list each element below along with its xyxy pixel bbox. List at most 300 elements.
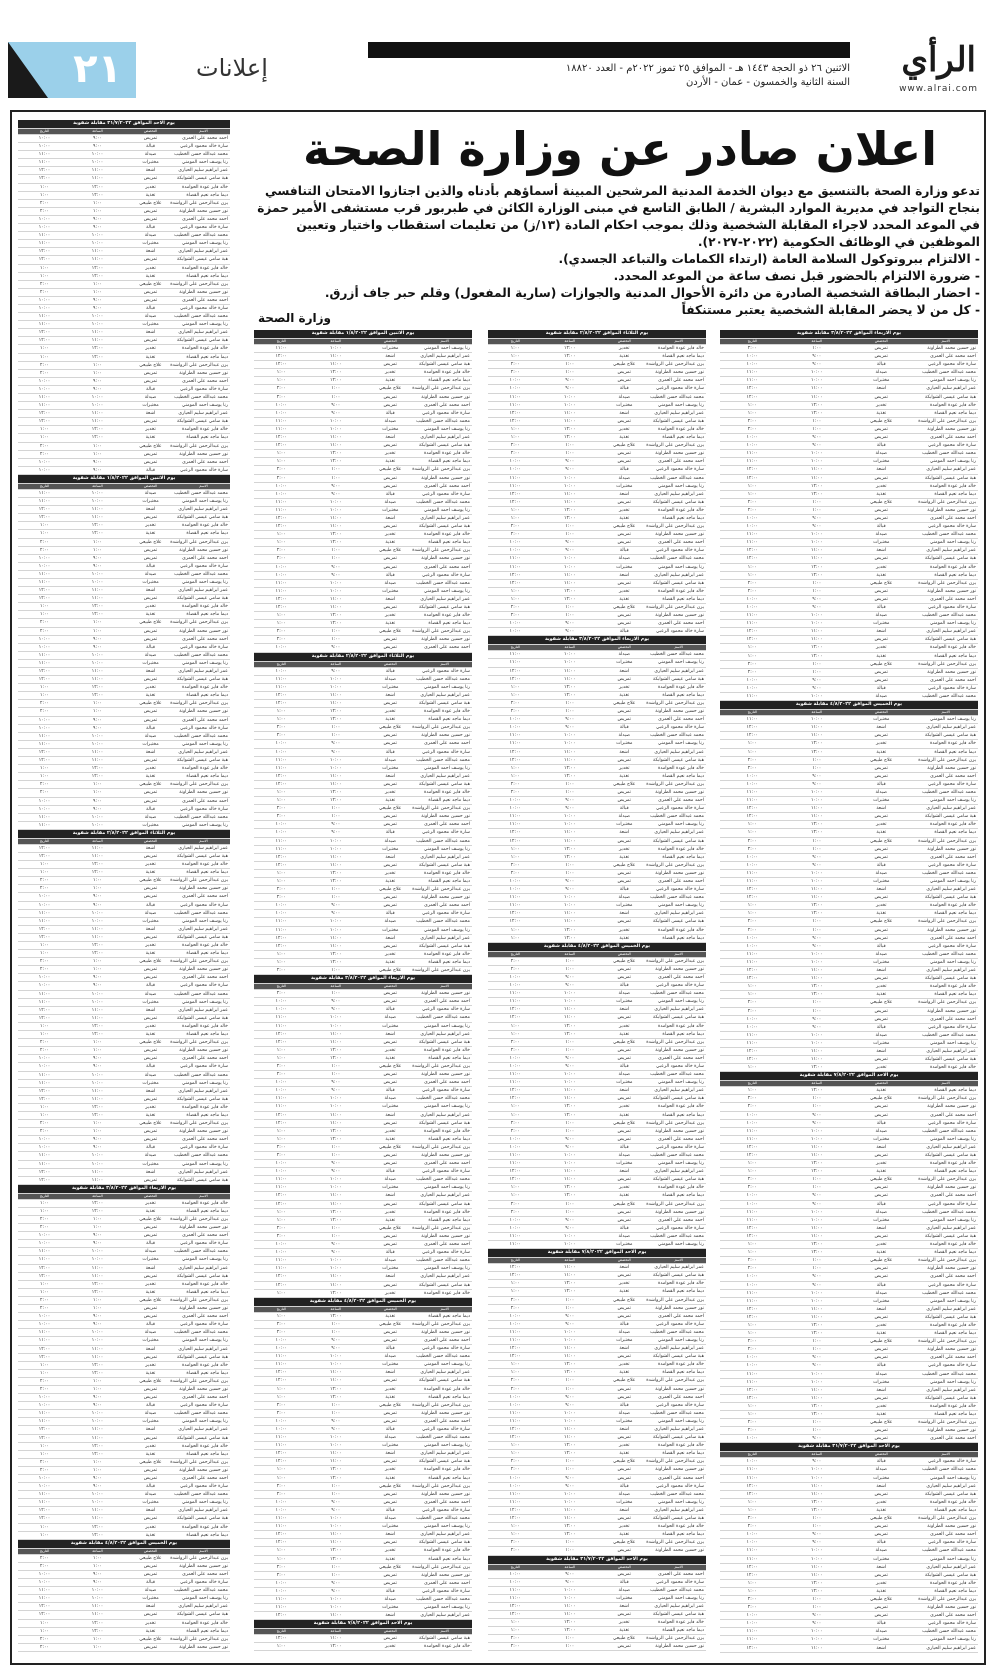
table-cell: ١١:٠٠: [71, 256, 124, 264]
table-row: [720, 458, 978, 466]
table-cell: صيدلة: [124, 909, 177, 917]
table-cell: ١١:٠٠: [254, 845, 309, 853]
table-cell: نور حسين محمد الطراونة: [914, 587, 979, 595]
table-cell: محمد عبدالله حسن الخطيب: [650, 1233, 704, 1239]
table-cell: قبالة: [597, 886, 652, 894]
table-row: [18, 1353, 230, 1361]
table-cell: ١٢:٠٠: [254, 523, 309, 531]
table-cell: ١:٠٠: [309, 886, 364, 894]
table-cell: ١٢:٠٠: [785, 1321, 850, 1329]
table-cell: ١:٠٠: [18, 1523, 71, 1531]
table-cell: تمريض: [597, 1547, 652, 1555]
table-cell: صيدلة: [597, 813, 652, 821]
table-row: [18, 893, 230, 901]
table-cell: ١٠:٠٠: [71, 1499, 124, 1507]
table-cell: اشعة: [597, 667, 652, 675]
table-cell: ١٠:٠٠: [785, 1289, 850, 1297]
table-row: [18, 611, 230, 619]
table-cell: ٩:٠٠: [543, 805, 598, 813]
table-cell: تغذية: [597, 772, 652, 780]
table-cell: تخدير: [124, 522, 177, 530]
table-cell: تمريض: [849, 1427, 914, 1435]
table-cell: ٢:٠٠: [18, 207, 71, 215]
table-cell: ١١:٠٠: [254, 675, 309, 683]
table-cell: ١١:٠٠: [785, 1224, 850, 1232]
table-cell: علاج طبيعي: [849, 918, 914, 926]
ad-paragraph: - الالتزام ببروتوكول السلامة العامة (ارتداء الكمامات والتباعد الجسدي).: [558, 252, 980, 266]
table-cell: تمريض: [363, 1579, 418, 1587]
column-header: الاسم: [652, 1564, 707, 1570]
table-cell: رنا يوسف احمد المومني: [177, 1499, 230, 1507]
table-cell: صيدلة: [363, 675, 418, 683]
table-cell: ٩:٠٠: [71, 1321, 124, 1329]
table-cell: ٩:٠٠: [543, 1062, 598, 1070]
table-cell: ١٢:٠٠: [488, 1602, 543, 1610]
table-cell: اشعة: [849, 805, 914, 813]
table-cell: ١٠:٠٠: [785, 869, 850, 877]
table-cell: ٩:٠٠: [309, 409, 364, 417]
candidate-table: [18, 120, 230, 1652]
table-row: [18, 958, 230, 966]
table-cell: احمد محمد علي العمري: [177, 797, 230, 805]
table-row: [488, 1442, 706, 1450]
column-header: الاسم: [418, 661, 473, 667]
table-cell: نور حسين محمد الطراونة: [177, 1562, 230, 1570]
table-cell: اشعة: [597, 1345, 652, 1353]
session-header-row: [18, 1184, 230, 1193]
table-cell: ١١:٠٠: [71, 844, 124, 852]
table-cell: عمر ابراهيم سليم الحياري: [652, 1426, 707, 1434]
table-cell: ٩:٠٠: [71, 1579, 124, 1587]
table-cell: احمد محمد علي العمري: [652, 1216, 707, 1224]
table-cell: ١٢:٠٠: [71, 603, 124, 611]
table-cell: ١:٠٠: [309, 1563, 364, 1571]
table-cell: ١:٠٠: [785, 926, 850, 934]
table-cell: ٢:٠٠: [254, 1401, 309, 1409]
table-cell: ١:٠٠: [720, 983, 785, 991]
table-cell: مختبرات: [849, 458, 914, 466]
table-cell: هبة سامي عيسى الشوابكة: [419, 524, 470, 530]
table-cell: ١١:٠٠: [720, 950, 785, 958]
column-header: التخصص: [849, 339, 914, 345]
table-cell: تمريض: [124, 1611, 177, 1619]
table-cell: نور حسين محمد الطراونة: [177, 1466, 230, 1474]
table-cell: تمريض: [363, 1539, 418, 1547]
table-cell: يزن عبدالرحمن علي الرواشدة: [646, 1540, 704, 1546]
table-cell: احمد محمد علي العمري: [177, 893, 230, 901]
table-row: [720, 361, 978, 369]
table-cell: ٢:٠٠: [720, 1515, 785, 1523]
table-cell: ١:٠٠: [720, 409, 785, 417]
table-cell: ١:٠٠: [488, 691, 543, 699]
table-cell: محمد عبدالله حسن الخطيب: [416, 1015, 470, 1021]
table-cell: ١٠:٠٠: [488, 724, 543, 732]
table-cell: ١:٠٠: [18, 1288, 71, 1296]
table-cell: تمريض: [363, 1377, 418, 1385]
table-cell: ديما ماجد نعيم القضاة: [652, 1450, 707, 1458]
table-cell: تمريض: [363, 1038, 418, 1046]
table-row: [720, 1208, 978, 1216]
newspaper-logo[interactable]: [862, 40, 982, 96]
table-cell: ١١:٠٠: [309, 1369, 364, 1377]
table-cell: يزن عبدالرحمن علي الرواشدة: [412, 1483, 470, 1489]
table-cell: ٩:٠٠: [785, 676, 850, 684]
table-cell: ١٢:٠٠: [18, 748, 71, 756]
table-cell: ١٢:٠٠: [720, 393, 785, 401]
table-cell: قبالة: [363, 1345, 418, 1353]
table-row: [18, 998, 230, 1006]
table-cell: مختبرات: [124, 998, 177, 1006]
table-cell: ١٠:٠٠: [488, 1401, 543, 1409]
table-cell: يزن عبدالرحمن علي الرواشدة: [646, 958, 704, 964]
table-cell: ٩:٠٠: [71, 1313, 124, 1321]
table-cell: علاج طبيعي: [849, 1338, 914, 1346]
table-cell: صيدلة: [124, 813, 177, 821]
table-row: [18, 643, 230, 651]
table-cell: ١٠:٠٠: [785, 531, 850, 539]
table-row: [720, 587, 978, 595]
table-row: [488, 1264, 706, 1272]
table-cell: ١:٠٠: [71, 369, 124, 377]
table-row: [720, 1111, 978, 1119]
table-cell: تخدير: [597, 1361, 652, 1369]
table-cell: مختبرات: [363, 1604, 418, 1612]
table-row: [720, 579, 978, 587]
table-row: [18, 1627, 230, 1635]
table-cell: تخدير: [124, 1523, 177, 1531]
table-cell: نور حسين محمد الطراونة: [177, 369, 230, 377]
session-header: يوم الخميس الموافق ٤/٨/٢٠٢٢ مقابلة شفوية: [720, 701, 978, 710]
table-cell: ١١:٠٠: [18, 570, 71, 578]
table-cell: ٩:٠٠: [71, 554, 124, 562]
table-cell: صيدلة: [597, 1071, 652, 1079]
table-row: [18, 1160, 230, 1168]
table-row: [488, 1087, 706, 1095]
table-row: [488, 1014, 706, 1022]
table-cell: ١١:٠٠: [71, 1087, 124, 1095]
table-row: [254, 1079, 472, 1087]
table-cell: نور حسين محمد الطراونة: [914, 1184, 979, 1192]
column-header: التاريخ: [488, 1258, 543, 1264]
table-cell: صيدلة: [849, 1208, 914, 1216]
table-cell: اشعة: [363, 1030, 418, 1038]
table-row: [254, 547, 472, 555]
table-cell: ١١:٠٠: [785, 1490, 850, 1498]
table-cell: ٢:٠٠: [254, 732, 309, 740]
table-row: [18, 1554, 230, 1562]
table-cell: قبالة: [124, 304, 177, 312]
table-cell: ١٢:٠٠: [254, 442, 309, 450]
table-row: [488, 353, 706, 361]
table-cell: ١:٠٠: [488, 1523, 543, 1531]
table-row: [254, 1168, 472, 1176]
table-row: [18, 757, 230, 765]
table-cell: ٩:٠٠: [309, 821, 364, 829]
table-row: [488, 1361, 706, 1369]
table-cell: ١٠:٠٠: [785, 1208, 850, 1216]
table-cell: احمد محمد علي العمري: [177, 135, 230, 143]
table-cell: ١:٠٠: [71, 1377, 124, 1385]
table-cell: تغذية: [363, 1135, 418, 1143]
table-row: [254, 683, 472, 691]
table-cell: هبة سامي عيسى الشوابكة: [419, 605, 470, 610]
table-cell: نور حسين محمد الطراونة: [652, 1547, 707, 1555]
table-row: [720, 1563, 978, 1571]
table-row: [18, 901, 230, 909]
table-cell: ١٠:٠٠: [720, 1435, 785, 1443]
table-cell: صيدلة: [849, 369, 914, 377]
table-cell: ١٠:٠٠: [309, 675, 364, 683]
table-cell: عمر ابراهيم سليم الحياري: [178, 1604, 228, 1610]
table-cell: تمريض: [849, 926, 914, 934]
table-row: [720, 466, 978, 474]
table-cell: قبالة: [849, 1539, 914, 1547]
table-cell: ١:٠٠: [785, 345, 850, 353]
table-cell: ١٠:٠٠: [785, 539, 850, 547]
table-cell: ٩:٠٠: [309, 401, 364, 409]
table-cell: اشعة: [124, 1345, 177, 1353]
table-cell: ٩:٠٠: [543, 886, 598, 894]
table-cell: ١١:٠٠: [254, 756, 309, 764]
table-cell: ١:٠٠: [71, 708, 124, 716]
table-cell: ٩:٠٠: [785, 361, 850, 369]
table-cell: ١:٠٠: [720, 1087, 785, 1095]
table-row: [254, 1442, 472, 1450]
table-cell: تمريض: [597, 1312, 652, 1320]
table-cell: ١٠:٠٠: [543, 1409, 598, 1417]
table-row: [18, 280, 230, 288]
table-cell: مختبرات: [363, 345, 418, 353]
table-cell: تخدير: [363, 1547, 418, 1555]
table-cell: ٩:٠٠: [71, 1570, 124, 1578]
table-cell: ١٢:٠٠: [254, 1369, 309, 1377]
table-cell: علاج طبيعي: [124, 1120, 177, 1128]
table-cell: ٢:٠٠: [720, 1523, 785, 1531]
table-cell: ٢:٠٠: [488, 1466, 543, 1474]
table-cell: علاج طبيعي: [124, 538, 177, 546]
table-row: [18, 765, 230, 773]
table-cell: محمد عبدالله حسن الخطيب: [416, 838, 470, 844]
table-cell: ١٢:٠٠: [71, 942, 124, 950]
table-cell: تمريض: [124, 627, 177, 635]
table-cell: تخدير: [849, 902, 914, 910]
table-row: [254, 1030, 472, 1038]
table-cell: تخدير: [597, 1022, 652, 1030]
table-cell: مختبرات: [597, 1498, 652, 1506]
table-cell: ١:٠٠: [18, 1111, 71, 1119]
table-cell: قبالة: [849, 1281, 914, 1289]
table-cell: ١٠:٠٠: [71, 1071, 124, 1079]
table-cell: ١٢:٠٠: [543, 1184, 598, 1192]
table-cell: مختبرات: [849, 958, 914, 966]
table-cell: خالد فايز عودة الحوامدة: [652, 1280, 707, 1288]
table-cell: اشعة: [849, 1386, 914, 1394]
session-header: يوم الاحد الموافق ٣١/٧/٢٠٢٢ مقابلة شفوية: [18, 120, 230, 129]
table-cell: ١٢:٠٠: [720, 474, 785, 482]
table-cell: ٩:٠٠: [543, 1401, 598, 1409]
table-cell: تغذية: [363, 958, 418, 966]
table-row: [488, 450, 706, 458]
table-cell: ١٢:٠٠: [254, 861, 309, 869]
table-cell: ١١:٠٠: [785, 1232, 850, 1240]
table-cell: ١٢:٠٠: [309, 869, 364, 877]
table-cell: مختبرات: [124, 240, 177, 248]
table-cell: ١:٠٠: [785, 756, 850, 764]
table-cell: احمد محمد علي العمري: [914, 1435, 979, 1443]
table-cell: يزن عبدالرحمن علي الرواشدة: [170, 701, 228, 707]
table-cell: ١١:٠٠: [18, 313, 71, 321]
table-cell: ديما ماجد نعيم القضاة: [914, 1249, 979, 1257]
table-cell: ١:٠٠: [18, 522, 71, 530]
table-cell: تمريض: [363, 998, 418, 1006]
table-cell: ١:٠٠: [71, 877, 124, 885]
table-row: [488, 1531, 706, 1539]
table-cell: ١٠:٠٠: [71, 1256, 124, 1264]
table-cell: سارة خالد محمود الزعبي: [418, 1587, 473, 1595]
table-row: [720, 805, 978, 813]
column-header: الساعة: [309, 984, 364, 990]
table-cell: عمر ابراهيم سليم الحياري: [418, 434, 473, 442]
table-cell: ١:٠٠: [254, 620, 309, 628]
table-cell: ١:٠٠: [543, 1539, 598, 1547]
table-cell: ١:٠٠: [71, 1047, 124, 1055]
table-row: [720, 1427, 978, 1435]
table-cell: هبة سامي عيسى الشوابكة: [419, 1039, 470, 1045]
table-cell: عمر ابراهيم سليم الحياري: [418, 1273, 473, 1281]
table-cell: ١٢:٠٠: [254, 1458, 309, 1466]
table-cell: ١٠:٠٠: [785, 1378, 850, 1386]
table-cell: هبة سامي عيسى الشوابكة: [914, 1152, 979, 1160]
table-cell: تمريض: [124, 1136, 177, 1144]
table-cell: احمد محمد علي العمري: [418, 1241, 473, 1249]
table-row: [488, 1619, 706, 1627]
table-cell: ١٠:٠٠: [71, 321, 124, 329]
table-cell: تمريض: [124, 1014, 177, 1022]
table-cell: ١٢:٠٠: [488, 1168, 543, 1176]
table-cell: ١٢:٠٠: [18, 1095, 71, 1103]
table-cell: ١:٠٠: [18, 611, 71, 619]
table-cell: تمريض: [849, 1604, 914, 1612]
table-row: [18, 1619, 230, 1627]
table-cell: مختبرات: [597, 1079, 652, 1087]
table-row: [18, 700, 230, 708]
table-cell: تمريض: [849, 668, 914, 676]
table-row: [720, 999, 978, 1007]
table-cell: ١٢:٠٠: [71, 1031, 124, 1039]
column-header: الاسم: [418, 1629, 473, 1635]
table-cell: ٩:٠٠: [543, 1054, 598, 1062]
table-cell: ١٠:٠٠: [71, 1160, 124, 1168]
table-cell: ديما ماجد نعيم القضاة: [652, 1030, 707, 1038]
table-cell: رنا يوسف احمد المومني: [914, 620, 979, 628]
table-cell: تمريض: [597, 612, 652, 620]
table-cell: ٩:٠٠: [543, 982, 598, 990]
table-row: [488, 1232, 706, 1240]
table-cell: ٢:٠٠: [720, 837, 785, 845]
table-cell: اشعة: [124, 1006, 177, 1014]
table-cell: ١١:٠٠: [720, 1039, 785, 1047]
table-cell: ٩:٠٠: [785, 1023, 850, 1031]
column-header: التاريخ: [18, 1193, 71, 1199]
table-cell: ١١:٠٠: [254, 1353, 309, 1361]
table-cell: ١٢:٠٠: [785, 1064, 850, 1072]
table-cell: احمد محمد علي العمري: [177, 1394, 230, 1402]
table-row: [18, 489, 230, 497]
column-header: التاريخ: [18, 483, 71, 489]
table-cell: ٢:٠٠: [254, 990, 309, 998]
table-cell: احمد محمد علي العمري: [652, 716, 707, 724]
table-row: [488, 1152, 706, 1160]
table-row: [18, 885, 230, 893]
table-row: [18, 1345, 230, 1353]
table-cell: ١٢:٠٠: [785, 829, 850, 837]
table-cell: ١٢:٠٠: [71, 684, 124, 692]
table-row: [18, 1199, 230, 1207]
table-cell: ١:٠٠: [254, 1474, 309, 1482]
table-cell: مختبرات: [363, 506, 418, 514]
table-cell: اشعة: [124, 1168, 177, 1176]
table-row: [254, 1635, 472, 1643]
column-header: الساعة: [543, 1258, 598, 1264]
table-cell: يزن عبدالرحمن علي الرواشدة: [914, 1338, 979, 1346]
table-row: [720, 861, 978, 869]
table-row: [254, 555, 472, 563]
table-cell: سارة خالد محمود الزعبي: [177, 643, 230, 651]
table-cell: ١٢:٠٠: [71, 272, 124, 280]
table-cell: ١٠:٠٠: [543, 1490, 598, 1498]
table-cell: ١٠:٠٠: [18, 1579, 71, 1587]
table-cell: ١٢:٠٠: [254, 1377, 309, 1385]
table-cell: تغذية: [363, 1312, 418, 1320]
table-cell: ١:٠٠: [488, 772, 543, 780]
table-cell: تمريض: [363, 894, 418, 902]
table-cell: ١١:٠٠: [488, 1586, 543, 1594]
table-cell: عمر ابراهيم سليم الحياري: [418, 1369, 473, 1377]
table-row: [254, 1006, 472, 1014]
table-row: [18, 418, 230, 426]
table-row: [720, 1152, 978, 1160]
table-cell: ١١:٠٠: [71, 587, 124, 595]
table-cell: صيدلة: [124, 651, 177, 659]
table-cell: ١:٠٠: [71, 1458, 124, 1466]
table-cell: عمر ابراهيم سليم الحياري: [652, 1087, 707, 1095]
table-cell: تغذية: [597, 1450, 652, 1458]
table-cell: ١٠:٠٠: [309, 1361, 364, 1369]
table-cell: ١١:٠٠: [488, 1241, 543, 1249]
table-cell: تغذية: [849, 409, 914, 417]
table-row: [720, 1466, 978, 1474]
table-cell: احمد محمد علي العمري: [177, 458, 230, 466]
table-cell: يزن عبدالرحمن علي الرواشدة: [914, 1176, 979, 1184]
table-row: [488, 571, 706, 579]
table-cell: ١١:٠٠: [720, 369, 785, 377]
table-row: [720, 1249, 978, 1257]
table-row: [254, 780, 472, 788]
table-cell: مختبرات: [363, 1265, 418, 1273]
table-cell: ٢:٠٠: [254, 1224, 309, 1232]
table-cell: ١٠:٠٠: [543, 1241, 598, 1249]
table-cell: تخدير: [597, 845, 652, 853]
table-cell: ١٢:٠٠: [785, 1160, 850, 1168]
table-cell: ٩:٠٠: [309, 1587, 364, 1595]
table-cell: ١٠:٠٠: [18, 643, 71, 651]
table-cell: ١٢:٠٠: [543, 772, 598, 780]
table-row: [720, 676, 978, 684]
table-cell: علاج طبيعي: [124, 1377, 177, 1385]
table-row: [254, 1498, 472, 1506]
table-cell: صيدلة: [363, 918, 418, 926]
table-cell: احمد محمد علي العمري: [914, 595, 979, 603]
